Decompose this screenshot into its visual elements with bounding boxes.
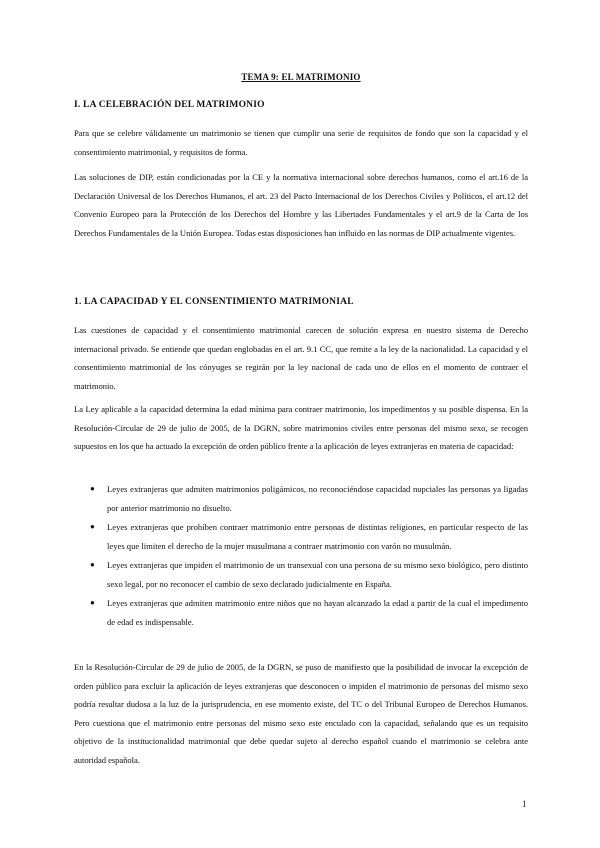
list-item [74,518,528,555]
page-number: 1 [522,799,527,809]
bullet-icon: ● [90,598,95,607]
list-item [74,556,528,593]
paragraph-cuestiones-capacidad: Las cuestiones de capacidad y el consentimiento matrimonial carecen de solución expresa en nuestro sistema de Derecho internacional privado. Se entiende que quedan englobadas en el art. 9.1 CC, que remite a la ley de la nacionalidad. La capacidad y el consentimiento matrimonial de los cónyuges se regirán por la ley nacional de cada uno de ellos en el momento de contraer el matrimonio. [74,325,528,391]
list-item [74,594,528,631]
section-heading-celebracion: I. LA CELEBRACIÓN DEL MATRIMONIO [74,100,265,110]
list-item-text: Leyes extranjeras que prohíben contraer matrimonio entre personas de distintas religiones, en particular respecto de las leyes que limiten el derecho de la mujer musulmana a contraer matrimonio con varón no musulmán. [107,522,528,551]
list-item-text: Leyes extranjeras que admiten matrimonios poligámicos, no reconociéndose capacidad nupciales las personas ya ligadas por anterior matrimonio no disuelto. [107,484,528,513]
list-item-text: Leyes extranjeras que admiten matrimonio entre niños que no hayan alcanzado la edad a partir de la cual el impedimento de edad es indispensable. [107,598,528,627]
bullet-icon: ● [90,484,95,493]
paragraph-requisitos: Para que se celebre válidamente un matrimonio se tienen que cumplir una serie de requisitos de fondo que son la capacidad y el consentimiento matrimonial, y requisitos de forma. [74,128,528,157]
paragraph-soluciones-dip: Las soluciones de DIP, están condicionadas por la CE y la normativa internacional sobre derechos humanos, como el art.16 de la Declaración Universal de los Derechos Humanos, el art. 23 del Pacto Internacional de los Derechos Civiles y Políticos, el art.12 del Convenio Europeo para la Protección de los Derechos del Hombre y las Libertades Fundamentales y el art.9 de la Carta de los Derechos Fundamentales de la Unión Europea. Todas estas disposiciones han influido en las normas de DIP actualmente vigentes. [74,172,528,238]
paragraph-resolucion-circular: En la Resolución-Circular de 29 de julio de 2005, de la DGRN, se puso de manifiesto que la posibilidad de invocar la excepción de orden público para excluir la aplicación de leyes extranjeras que desconocen o impiden el matrimonio de personas del mismo sexo podría resultar dudosa a la luz de la jurisprudencia, en ese momento existe, del TC o del Tribunal Europeo de Derechos Humanos. Pero cuestiona que el matrimonio entre personas del mismo sexo este enculado con la capacidad, señalando que es un requisito objetivo de la institucionalidad matrimonial que debe quedar sujeto al derecho español cuando el matrimonio se celebra ante autoridad española. [74,662,528,765]
bullet-list-supuestos [74,480,528,632]
document-title: TEMA 9: EL MATRIMONIO [241,72,361,82]
list-item-text: Leyes extranjeras que impiden el matrimonio de un transexual con una persona de su mismo sexo biológico, pero distinto sexo legal, por no reconocer el cambio de sexo declarado judicialmente en España. [107,560,528,589]
section-heading-capacidad: 1. LA CAPACIDAD Y EL CONSENTIMIENTO MATRIMONIAL [74,297,354,307]
bullet-icon: ● [90,560,95,569]
bullet-icon: ● [90,522,95,531]
list-item [74,480,528,517]
paragraph-ley-aplicable: La Ley aplicable a la capacidad determina la edad mínima para contraer matrimonio, los impedimentos y su posible dispensa. En la Resolución-Circular de 29 de julio de 2005, de la DGRN, sobre matrimonios civiles entre personas del mismo sexo, se recogen supuestos en los que ha actuado la excepción de orden público frente a la aplicación de leyes extranjeras en materia de capacidad: [74,404,528,451]
